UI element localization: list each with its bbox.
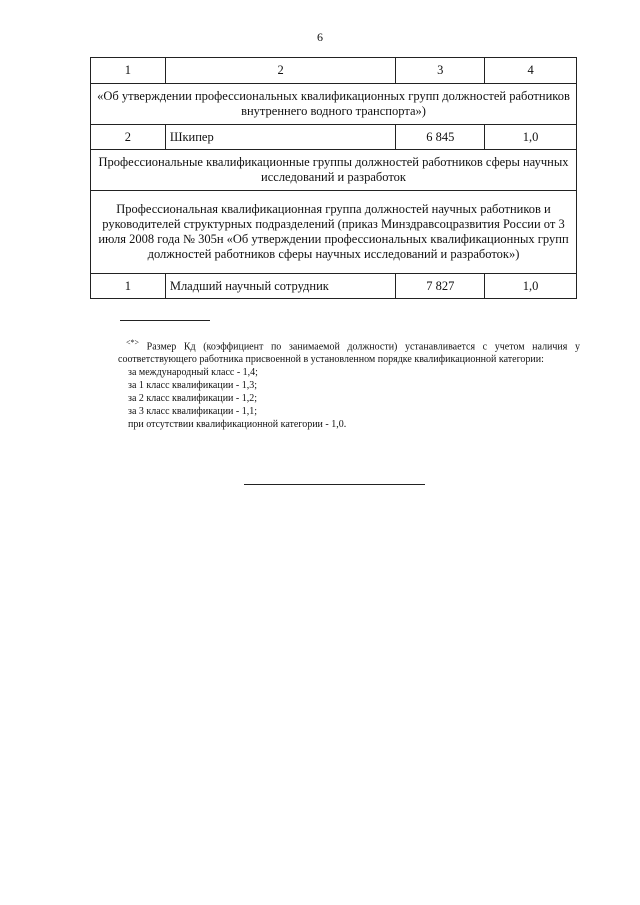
table-header-row: [91, 58, 577, 84]
salary-table: [90, 57, 577, 299]
table-row-junior-researcher: [91, 274, 577, 299]
position-title: Шкипер: [165, 125, 396, 150]
section-row-science-group: [91, 191, 577, 274]
section-transport-title: «Об утверждении профессиональных квалификационных групп должностей работников внутреннего водного транспорта»): [91, 84, 577, 125]
row-number: 2: [91, 125, 166, 150]
footnote-text: [118, 336, 580, 366]
column-number-3: 3: [396, 58, 485, 84]
coefficient-value: 1,0: [485, 274, 577, 299]
list-item: при отсутствии квалификационной категории - 1,0.: [128, 419, 347, 431]
section-science-title: Профессиональные квалификационные группы должностей работников сферы научных исследований и разработок: [91, 150, 577, 191]
row-number: 1: [91, 274, 166, 299]
list-item: за 2 класс квалификации - 1,2;: [128, 393, 258, 405]
page-number: 6: [317, 30, 323, 44]
section-row-science: [91, 150, 577, 191]
section-row-transport: [91, 84, 577, 125]
footnote-marker: <*>: [126, 338, 140, 347]
position-title: Младший научный сотрудник: [165, 274, 396, 299]
list-item: за международный класс - 1,4;: [128, 367, 258, 379]
footnote-separator: [120, 320, 210, 321]
list-item: за 1 класс квалификации - 1,3;: [128, 380, 258, 392]
table-row-skipper: [91, 125, 577, 150]
salary-value: 7 827: [396, 274, 485, 299]
footnote: [118, 336, 580, 431]
list-item: за 3 класс квалификации - 1,1;: [128, 406, 258, 418]
footnote-body: Размер Кд (коэффициент по занимаемой должности) устанавливается с учетом наличия у соответствующего работника присвоенной в установленном порядке квалификационной категории:: [118, 341, 580, 366]
column-number-4: 4: [485, 58, 577, 84]
footnote-list: [118, 366, 580, 431]
section-science-group-title: Профессиональная квалификационная группа должностей научных работников и руководителей структурных подразделений (приказ Минздравсоцразвития России от 3 июля 2008 года № 305н «Об утверждении профессиональных квалификационных групп должностей работников сферы научных исследований и разработок»): [91, 191, 577, 274]
end-of-document-line: [244, 484, 425, 485]
column-number-1: 1: [91, 58, 166, 84]
column-number-2: 2: [165, 58, 396, 84]
salary-value: 6 845: [396, 125, 485, 150]
coefficient-value: 1,0: [485, 125, 577, 150]
